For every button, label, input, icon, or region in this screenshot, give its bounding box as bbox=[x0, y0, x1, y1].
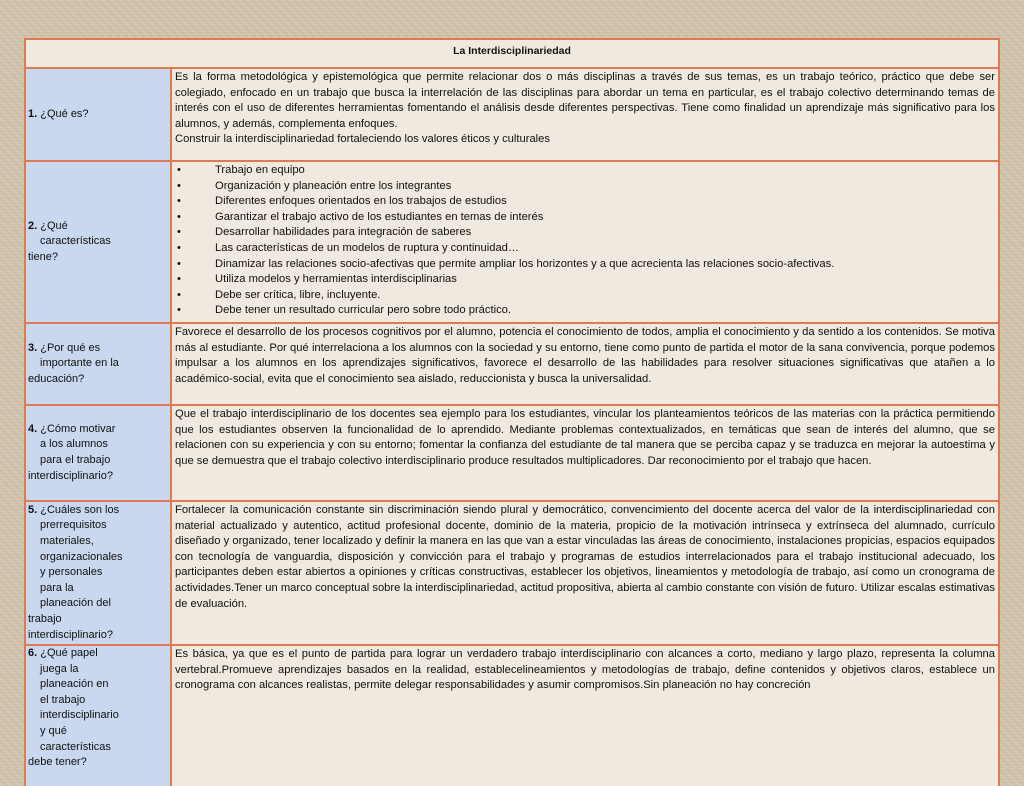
question-number: 3. bbox=[28, 341, 38, 354]
question-cell bbox=[26, 162, 172, 322]
list-item: • Garantizar el trabajo activo de los estudiantes en temas de interés bbox=[175, 210, 995, 226]
question-text bbox=[28, 107, 89, 123]
question-line: planeación en bbox=[40, 678, 109, 691]
question-line: ¿Qué bbox=[40, 219, 68, 232]
question-line: características bbox=[40, 235, 111, 248]
answer-cell bbox=[172, 162, 998, 322]
list-item: • Utiliza modelos y herramientas interdisciplinarias bbox=[175, 272, 995, 288]
question-line: materiales, bbox=[40, 535, 94, 548]
table-row bbox=[26, 160, 998, 322]
question-line: características bbox=[40, 740, 111, 753]
question-line: ¿Qué es? bbox=[40, 107, 89, 120]
list-item: • Trabajo en equipo bbox=[175, 163, 995, 179]
answer-cell bbox=[172, 646, 998, 786]
question-text bbox=[28, 341, 119, 388]
question-line: prerrequisitos bbox=[40, 519, 107, 532]
question-number: 2. bbox=[28, 219, 38, 232]
question-first-line bbox=[28, 504, 119, 516]
answer-text: Fortalecer la comunicación constante sin discriminación siendo plural y democrático, convencimiento del docente acerca del valor de la interdisciplinariedad con material actualizado y autentico, actitud profesional docente, dominio de la materia, propicio de la motivación intrínseca y extrínseca del alumnado, currículo diseñado y organizado, tener localizado y definir la manera en las que van a estar vinculadas las áreas de conocimiento, instalaciones propicias, espacios equipados con tecnología de vanguardia, disposición y convicción para el trabajo y programas de estudios interrelacionados para el trabajo institucional adecuado, los participantes deben estar abiertos a opiniones y críticas constructivas, establecer los objetivos, lineamientos y metodología de trabajo, así como un cronograma de actividades.Tener un marco conceptual sobre la interdisciplinariedad, actitud propositiva, abierta al cambio constante con visión de futuro. Utilizar escalas estimativas de evaluación. bbox=[175, 504, 995, 610]
question-line: para la bbox=[40, 581, 74, 594]
question-line: y qué bbox=[40, 724, 67, 737]
question-line: interdisciplinario? bbox=[28, 469, 113, 482]
question-line: juega la bbox=[40, 662, 79, 675]
question-line: para el trabajo bbox=[40, 454, 111, 466]
answer-cell bbox=[172, 502, 998, 644]
question-line: a los alumnos bbox=[40, 438, 108, 451]
characteristics-list bbox=[175, 163, 995, 319]
list-item: • Organización y planeación entre los integrantes bbox=[175, 179, 995, 195]
question-line: interdisciplinario? bbox=[28, 628, 113, 641]
list-item: • Debe tener un resultado curricular pero sobre todo práctico. bbox=[175, 303, 995, 319]
question-line: interdisciplinario bbox=[40, 709, 119, 722]
answer-text: Es básica, ya que es el punto de partida para lograr un verdadero trabajo interdisciplinario con alcances a corto, mediano y largo plazo, representa la columna vertebral.Promueve aprendizajes basados en la realidad, establecelineamientos y metodologías de trabajo, define contenidos y objetivos claros, establece un cronograma con alcances realistas, permite delegar responsabilidades y asumir compromisos.Sin planeación no hay concreción bbox=[175, 648, 995, 692]
list-item: • Dinamizar las relaciones socio-afectivas que permite ampliar los horizontes y a que acrecienta las relaciones socio-afectivas. bbox=[175, 257, 995, 273]
question-number: 1. bbox=[28, 107, 38, 120]
list-item: • Las características de un modelos de ruptura y continuidad… bbox=[175, 241, 995, 257]
list-item: • Diferentes enfoques orientados en los trabajos de estudios bbox=[175, 194, 995, 210]
question-line: importante en la bbox=[40, 357, 119, 370]
question-number: 6. bbox=[28, 647, 38, 659]
question-cell bbox=[26, 324, 172, 404]
question-line: organizacionales bbox=[40, 550, 123, 563]
question-first-line bbox=[28, 423, 115, 435]
question-text bbox=[28, 646, 119, 771]
question-first-line bbox=[28, 647, 98, 659]
answer-cell bbox=[172, 324, 998, 404]
question-line: ¿Cuáles son los bbox=[40, 503, 120, 516]
table-title: La Interdisciplinariedad bbox=[24, 38, 1000, 67]
answer-text: Que el trabajo interdisciplinario de los docentes sea ejemplo para los estudiantes, vincular los planteamientos teóricos de las materias con la práctica permitiendo que los estudiantes observen la funcionalidad de lo aprendido. Mediante problemas contextualizados, en temáticas que sean de interés del alumno, que se relacionen con su experiencia y con su entorno; fomentar la confianza del estudiante de tal manera que se perciba capaz y se traduzca en mejorar la autoestima y que se demuestra que el trabajo colectivo interdisciplinario produce resultados multiplicadores. Dar reconocimiento por el trabajo que hacen. bbox=[175, 408, 995, 467]
answer-text: Es la forma metodológica y epistemológica que permite relacionar dos o más disciplinas a través de sus temas, es un trabajo teórico, práctico que debe ser colegiado, enfocado en un trabajo que busca la interrelación de las disciplinas para abordar un tema en particular, es el trabajo colectivo determinando temas de interés con el uso de diferentes herramientas fomentando el análisis desde diferentes perspectivas. Tiene como finalidad un aprendizaje más significativo para los alumnos, y además, complementa enfoques. bbox=[175, 71, 995, 130]
question-cell bbox=[26, 406, 172, 500]
question-line: el trabajo bbox=[40, 693, 86, 706]
question-cell bbox=[26, 502, 172, 644]
question-text bbox=[28, 503, 123, 643]
table-body bbox=[24, 67, 1000, 786]
table-row bbox=[26, 404, 998, 500]
table-row bbox=[26, 322, 998, 404]
question-number: 5. bbox=[28, 503, 38, 516]
question-cell bbox=[26, 69, 172, 160]
table-row bbox=[26, 67, 998, 160]
question-line: ¿Qué papel bbox=[40, 647, 98, 659]
question-line: trabajo bbox=[28, 612, 62, 625]
question-line: ¿Cómo motivar bbox=[40, 422, 116, 435]
table-row bbox=[26, 500, 998, 644]
question-text bbox=[28, 422, 115, 484]
table-row bbox=[26, 644, 998, 786]
question-line: y personales bbox=[40, 566, 103, 579]
answer-cell bbox=[172, 69, 998, 160]
question-line: ¿Por qué es bbox=[40, 341, 101, 354]
question-first-line bbox=[28, 342, 100, 354]
answer-cell bbox=[172, 406, 998, 500]
question-line: planeación del bbox=[40, 597, 111, 610]
question-cell bbox=[26, 646, 172, 786]
list-item: • Debe ser crítica, libre, incluyente. bbox=[175, 288, 995, 304]
interdisciplinarity-table bbox=[24, 38, 1000, 786]
question-line: tiene? bbox=[28, 250, 58, 263]
question-first-line bbox=[28, 220, 68, 232]
question-line: debe tener? bbox=[28, 756, 87, 769]
question-text bbox=[28, 219, 111, 266]
question-number: 4. bbox=[28, 422, 38, 435]
question-line: educación? bbox=[28, 372, 85, 385]
answer-text: Favorece el desarrollo de los procesos cognitivos por el alumno, potencia el conocimiento de todos, amplia el conocimiento y da sentido a los contenidos. Se motiva más al estudiante. Por qué interrelaciona a los alumnos con la sociedad y su entorno, tiene como punto de partida el motor de la sana convivencia, porque podemos impulsar a los alumnos en los aprendizajes significativos, favorece el desarrollo de las habilidades para resolver situaciones significativas que atañen a lo académico-social, evita que el conocimiento sea aislado, reduccionista y busca la universalidad. bbox=[175, 326, 995, 385]
list-item: • Desarrollar habilidades para integración de saberes bbox=[175, 225, 995, 241]
answer-text-extra: Construir la interdisciplinariedad fortaleciendo los valores éticos y culturales bbox=[175, 133, 550, 146]
